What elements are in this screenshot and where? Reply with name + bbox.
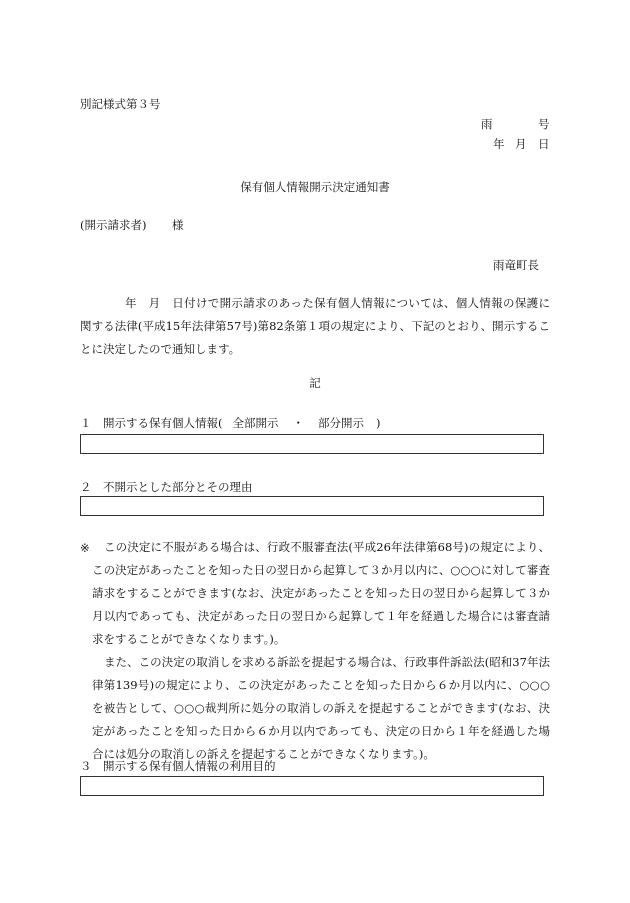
- section3-heading: ３ 開示する保有個人情報の利用目的: [80, 759, 276, 773]
- section1-field[interactable]: [80, 434, 544, 454]
- ki-heading: 記: [309, 376, 321, 390]
- body-text: 年 月 日付けで開示請求のあった保有個人情報については、個人情報の保護に関する法律(平成15年法律第57号)第82条第１項の規定により、下記のとおり、開示することに決定したので通知します。: [80, 296, 550, 356]
- option-partial-disclosure[interactable]: 部分開示: [318, 416, 364, 430]
- addressee-label: (開示請求者): [80, 218, 147, 232]
- section1-close-paren: ): [376, 416, 381, 430]
- doc-number-suffix: 号: [538, 117, 550, 131]
- doc-number-prefix: 雨: [481, 117, 493, 131]
- form-number: 別記様式第３号: [80, 97, 161, 111]
- date-month: 月: [515, 137, 527, 151]
- option-full-disclosure[interactable]: 全部開示: [232, 416, 279, 430]
- notice-mark: ※: [80, 541, 90, 555]
- section1-title: １ 開示する保有個人情報(: [80, 416, 223, 430]
- date-year: 年: [493, 137, 505, 151]
- date-day: 日: [538, 137, 550, 151]
- section3-field[interactable]: [80, 776, 544, 796]
- notice-block: [92, 536, 550, 766]
- notice-paragraph-1: この決定に不服がある場合は、行政不服審査法(平成26年法律第68号)の規定により、この決定があったことを知った日の翌日から起算して３か月以内に、○○○に対して審査請求をすることができます(なお、決定があったことを知った日の翌日から起算して３か月以内であっても、決定があった日の翌日から起算して１年を経過した場合には審査請求をすることができなくなります。)。: [92, 540, 550, 646]
- section1-heading: [80, 416, 381, 430]
- body-paragraph: [80, 292, 550, 361]
- section2-heading: ２ 不開示とした部分とその理由: [80, 480, 253, 494]
- section2-field[interactable]: [80, 496, 544, 516]
- notice-paragraph-2: また、この決定の取消しを求める訴訟を提起する場合は、行政事件訴訟法(昭和37年法律第139号)の規定により、この決定があったことを知った日から６か月以内に、○○○を被告として、○○○裁判所に処分の取消しの訴えを提起することができます(なお、決定があったことを知った日から６か月以内であっても、決定の日から１年を経過した場合には処分の取消しの訴えを提起することができなくなります。)。: [92, 655, 550, 761]
- document-title: 保有個人情報開示決定通知書: [240, 180, 390, 194]
- addressee-honorific: 様: [172, 218, 184, 232]
- option-separator: ・: [292, 416, 304, 430]
- issuer-name: 雨竜町長: [493, 258, 539, 272]
